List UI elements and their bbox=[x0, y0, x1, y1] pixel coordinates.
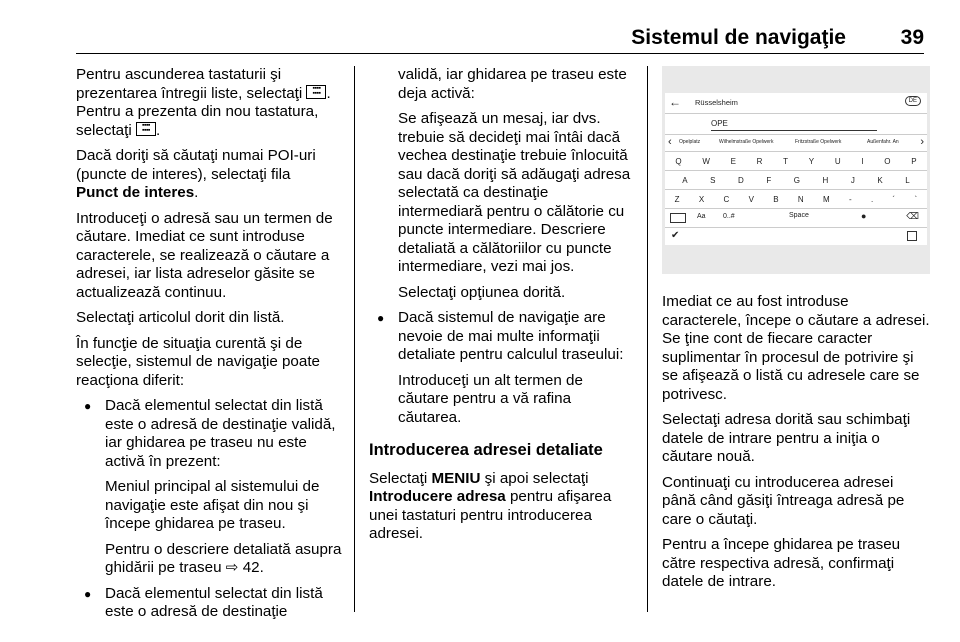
key[interactable]: E bbox=[730, 156, 736, 166]
key[interactable]: B bbox=[773, 194, 779, 204]
bullet-item: ● Dacă elementul selectat din listă este o adresă de destinaţie validă, iar ghidarea pe traseu nu este activă în prezent: bbox=[76, 397, 344, 471]
suggestion-item[interactable]: Außenfahr. An bbox=[867, 139, 899, 145]
bullet-item: ● Dacă elementul selectat din listă este o adresă de destinaţie bbox=[76, 585, 344, 622]
keyboard-icon[interactable] bbox=[670, 213, 686, 223]
key[interactable]: L bbox=[905, 175, 910, 185]
paragraph: Continuaţi cu introducerea adresei până când găsiţi întreaga adresă pe care o căutaţi. bbox=[662, 473, 905, 528]
key[interactable]: J bbox=[850, 175, 855, 185]
column-2 bbox=[369, 66, 633, 551]
indented-paragraph: validă, iar ghidarea pe traseu este deja activă: bbox=[398, 66, 627, 102]
key[interactable]: K bbox=[877, 175, 883, 185]
key[interactable]: V bbox=[748, 194, 754, 204]
indented-paragraph: Selectaţi opţiunea dorită. bbox=[398, 283, 566, 301]
key[interactable]: A bbox=[682, 175, 688, 185]
suggestion-item[interactable]: Opelplatz bbox=[679, 139, 701, 145]
key[interactable]: M bbox=[823, 194, 830, 204]
input-underline bbox=[711, 130, 877, 131]
text-entry-row bbox=[665, 114, 927, 135]
page-reference: ⇨ 42. bbox=[225, 559, 264, 576]
key[interactable]: T bbox=[783, 156, 789, 166]
key[interactable]: Q bbox=[675, 156, 682, 166]
chevron-left-icon[interactable]: ‹ bbox=[668, 136, 672, 148]
key[interactable]: C bbox=[723, 194, 730, 204]
paragraph: Selectaţi articolul dorit din listă. bbox=[76, 309, 285, 326]
column-divider bbox=[647, 66, 648, 612]
suggestion-item[interactable]: Fritzstraße Opelwerk bbox=[795, 139, 842, 145]
keyboard-hide-icon: ▪▪▪▪ ▪▪▪▪ bbox=[306, 85, 326, 99]
search-text[interactable]: OPE bbox=[711, 119, 728, 128]
bullet-item: ● Dacă sistemul de navigaţie are nevoie de mai multe informaţii detaliate pentru calculul traseului: bbox=[369, 309, 633, 365]
backspace-icon[interactable]: ⌫ bbox=[906, 211, 919, 221]
city-label: Rüsselsheim bbox=[695, 98, 738, 107]
paragraph: Pentru a începe ghidarea pe traseu către respectiva adresă, confirmaţi datele de intrare. bbox=[662, 536, 901, 590]
checkmark-icon[interactable]: ✔ bbox=[671, 230, 680, 241]
key-row-1 bbox=[665, 152, 927, 171]
page-title: Sistemul de navigaţie bbox=[631, 26, 846, 49]
key[interactable]: H bbox=[822, 175, 829, 185]
list-icon[interactable] bbox=[907, 231, 917, 241]
key-row-4 bbox=[665, 209, 927, 228]
indented-paragraph: Meniul principal al sistemului de navigaţie este afişat din nou şi începe ghidarea pe traseu. bbox=[105, 478, 320, 532]
page-header bbox=[0, 0, 960, 50]
indented-paragraph: Introduceţi un alt termen de căutare pentru a vă rafina căutarea. bbox=[398, 371, 583, 426]
key[interactable]: G bbox=[793, 175, 800, 185]
key[interactable]: Z bbox=[674, 194, 680, 204]
column-3 bbox=[662, 293, 930, 599]
paragraph: Selectaţi adresa dorită sau schimbaţi datele de intrare pentru a iniţia o căutare nouă. bbox=[662, 411, 911, 465]
chevron-right-icon[interactable]: › bbox=[920, 136, 924, 148]
key-row-2 bbox=[665, 171, 927, 190]
keyboard-screenshot bbox=[662, 66, 930, 274]
section-heading: Introducerea adresei detaliate bbox=[369, 441, 603, 459]
key[interactable]: Y bbox=[808, 156, 815, 166]
paragraph: Imediat ce au fost introduse caracterele, începe o căutare a adresei. Se ţine cont de fiecare caracter suplimentar în procesul de potrivire şi se afişează o listă cu adresele care se potrivesc. bbox=[662, 293, 930, 403]
column-1 bbox=[76, 66, 344, 629]
case-key[interactable]: Aa bbox=[697, 213, 706, 220]
key[interactable]: ` bbox=[914, 194, 918, 204]
key[interactable]: ´ bbox=[892, 194, 896, 204]
key[interactable]: N bbox=[797, 194, 804, 204]
paragraph: Dacă doriţi să căutaţi numai POI-uri (puncte de interes), selectaţi fila Punct de interes. bbox=[76, 147, 316, 201]
key-row-3 bbox=[665, 190, 927, 209]
key[interactable]: R bbox=[756, 156, 763, 166]
speech-icon[interactable]: ● bbox=[861, 211, 867, 221]
key[interactable]: O bbox=[884, 156, 891, 166]
page-number: 39 bbox=[900, 26, 924, 49]
key[interactable]: F bbox=[766, 175, 772, 185]
back-arrow-icon[interactable]: ← bbox=[669, 95, 681, 109]
key[interactable]: I bbox=[861, 156, 864, 166]
key[interactable]: U bbox=[834, 156, 841, 166]
input-row bbox=[665, 93, 927, 114]
paragraph: În funcţie de situaţia curentă şi de selecţie, sistemul de navigaţie poate reacţiona diferit: bbox=[76, 334, 320, 389]
suggestion-item[interactable]: Wilhelmstraße Opelwerk bbox=[719, 139, 774, 145]
paragraph: Pentru ascunderea tastaturii şi prezentarea întregii liste, selectaţi ▪▪▪▪ ▪▪▪▪ . Pentru a prezenta din nou tastatura, selectaţi ▪▪▪▪ ▪▪▪▪ . bbox=[76, 66, 331, 139]
paragraph: Introduceţi o adresă sau un termen de căutare. Imediat ce sunt introduse caracterele, se realizează o căutare a adresei, iar lista adreselor găsite se actualizează continuu. bbox=[76, 209, 333, 301]
nav-screen bbox=[665, 93, 927, 245]
key[interactable]: . bbox=[870, 194, 874, 204]
key[interactable]: D bbox=[738, 175, 744, 185]
suggestion-bar bbox=[665, 135, 927, 152]
column-divider bbox=[354, 66, 355, 612]
paragraph: Selectaţi MENIU şi apoi selectaţi Introducere adresa pentru afişarea unei tastaturi pentru introducerea adresei. bbox=[369, 469, 612, 542]
country-badge[interactable]: DE bbox=[905, 96, 921, 106]
header-rule bbox=[76, 53, 924, 54]
keyboard-show-icon: ▪▪▪▪ ▪▪▪▪ bbox=[136, 122, 156, 136]
key[interactable]: P bbox=[911, 156, 917, 166]
key[interactable]: - bbox=[849, 194, 852, 204]
space-key[interactable]: Space bbox=[789, 212, 809, 219]
indented-paragraph: Pentru o descriere detaliată asupra ghidării pe traseu ⇨ 42. bbox=[105, 540, 342, 576]
key[interactable]: S bbox=[710, 175, 716, 185]
numbers-key[interactable]: 0..# bbox=[723, 213, 735, 220]
key[interactable]: W bbox=[702, 156, 710, 166]
confirm-row bbox=[665, 228, 927, 245]
indented-paragraph: Se afişează un mesaj, iar dvs. trebuie să decideţi mai întâi dacă vechea destinaţie trebuie înlocuită sau dacă doriţi să adăugaţi adresa selectată ca destinaţie intermediară pentru o călătorie cu puncte intermediare. Descriere detaliată a călătoriilor cu puncte intermediare, vezi mai jos. bbox=[398, 110, 631, 275]
key[interactable]: X bbox=[698, 194, 705, 204]
